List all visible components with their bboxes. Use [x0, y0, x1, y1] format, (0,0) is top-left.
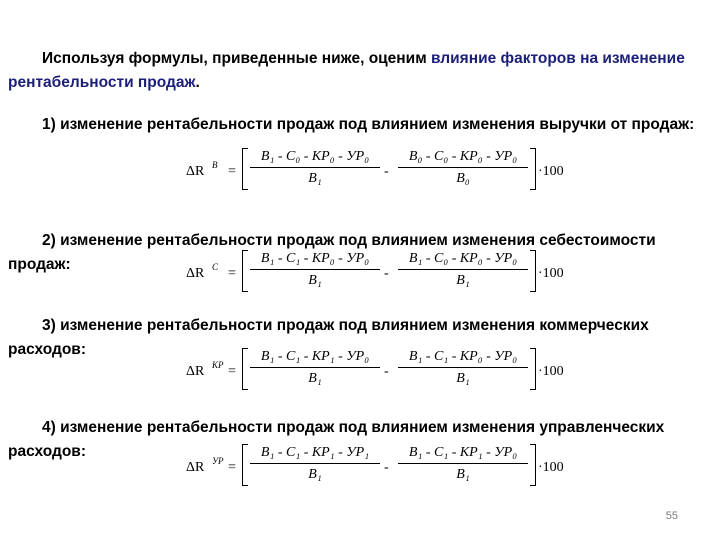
- numerator: В₁ - С₀ - КР₀ - УР₀: [260, 149, 370, 164]
- multiplier: ·100: [538, 164, 564, 179]
- formula-sup: С: [212, 262, 219, 272]
- minus-sign: -: [384, 460, 389, 475]
- fraction-1: [250, 251, 380, 289]
- fraction-bar: [250, 167, 380, 168]
- intro-paragraph: [8, 47, 712, 95]
- multiplier: ·100: [538, 266, 564, 281]
- fraction-bar: [398, 367, 528, 368]
- bracket-right: [530, 348, 536, 390]
- fraction-bar: [398, 269, 528, 270]
- denominator: В₁: [308, 371, 322, 386]
- fraction-2: [398, 349, 528, 387]
- formula-1: [186, 146, 564, 192]
- equals-sign: =: [228, 164, 236, 179]
- formula-4: [186, 442, 564, 488]
- bracket-left: [242, 444, 248, 486]
- equals-sign: =: [228, 460, 236, 475]
- page-number: 55: [665, 510, 678, 522]
- formula-lhs: ΔR: [186, 266, 205, 281]
- fraction-2: [398, 445, 528, 483]
- bracket-left: [242, 148, 248, 190]
- bracket-left: [242, 348, 248, 390]
- denominator: В₁: [308, 273, 322, 288]
- numerator: В₁ - С₀ - КР₀ - УР₀: [408, 251, 518, 266]
- fraction-bar: [398, 167, 528, 168]
- formula-3: [186, 346, 564, 396]
- intro-highlight: влияние факторов на изменение рентабельности продаж: [8, 50, 685, 91]
- formula-sup: УР: [212, 456, 224, 466]
- denominator: В₁: [456, 273, 470, 288]
- numerator: В₁ - С₁ - КР₁ - УР₀: [260, 349, 370, 364]
- bracket-right: [530, 444, 536, 486]
- denominator: В₁: [308, 467, 322, 482]
- multiplier: ·100: [538, 460, 564, 475]
- formula-lhs: ΔR: [186, 364, 205, 379]
- formula-2: [186, 248, 564, 294]
- intro-text: Используя формулы, приведенные ниже, оценим: [42, 50, 431, 67]
- fraction-1: [250, 445, 380, 483]
- item-3-text: 3) изменение рентабельности продаж под влиянием изменения коммерческих расходов:: [8, 317, 649, 358]
- item-1-text: 1) изменение рентабельности продаж под влиянием изменения выручки от продаж:: [42, 116, 695, 133]
- denominator: В₁: [456, 467, 470, 482]
- numerator: В₁ - С₁ - КР₀ - УР₀: [260, 251, 370, 266]
- multiplier: ·100: [538, 364, 564, 379]
- fraction-2: [398, 251, 528, 289]
- minus-sign: -: [384, 364, 389, 379]
- bracket-right: [530, 148, 536, 190]
- formula-sup: КР: [212, 360, 224, 370]
- fraction-2: [398, 149, 528, 187]
- bracket-right: [530, 250, 536, 292]
- fraction-1: [250, 149, 380, 187]
- item-1-heading: [8, 113, 712, 137]
- fraction-bar: [398, 463, 528, 464]
- equals-sign: =: [228, 364, 236, 379]
- fraction-bar: [250, 367, 380, 368]
- fraction-bar: [250, 269, 380, 270]
- fraction-bar: [250, 463, 380, 464]
- item-2-text: 2) изменение рентабельности продаж под влиянием изменения себестоимости продаж:: [8, 232, 656, 273]
- numerator: В₀ - С₀ - КР₀ - УР₀: [408, 149, 518, 164]
- fraction-1: [250, 349, 380, 387]
- numerator: В₁ - С₁ - КР₁ - УР₁: [260, 445, 370, 460]
- bracket-left: [242, 250, 248, 292]
- minus-sign: -: [384, 266, 389, 281]
- numerator: В₁ - С₁ - КР₁ - УР₀: [408, 445, 518, 460]
- denominator: В₁: [308, 171, 322, 186]
- intro-end: .: [195, 74, 200, 91]
- minus-sign: -: [384, 164, 389, 179]
- formula-sup: В: [212, 160, 218, 170]
- denominator: В₀: [456, 171, 470, 186]
- denominator: В₁: [456, 371, 470, 386]
- item-4-text: 4) изменение рентабельности продаж под влиянием изменения управленческих расходов:: [8, 419, 665, 460]
- equals-sign: =: [228, 266, 236, 281]
- formula-lhs: ΔR: [186, 460, 205, 475]
- formula-lhs: ΔR: [186, 164, 205, 179]
- numerator: В₁ - С₁ - КР₀ - УР₀: [408, 349, 518, 364]
